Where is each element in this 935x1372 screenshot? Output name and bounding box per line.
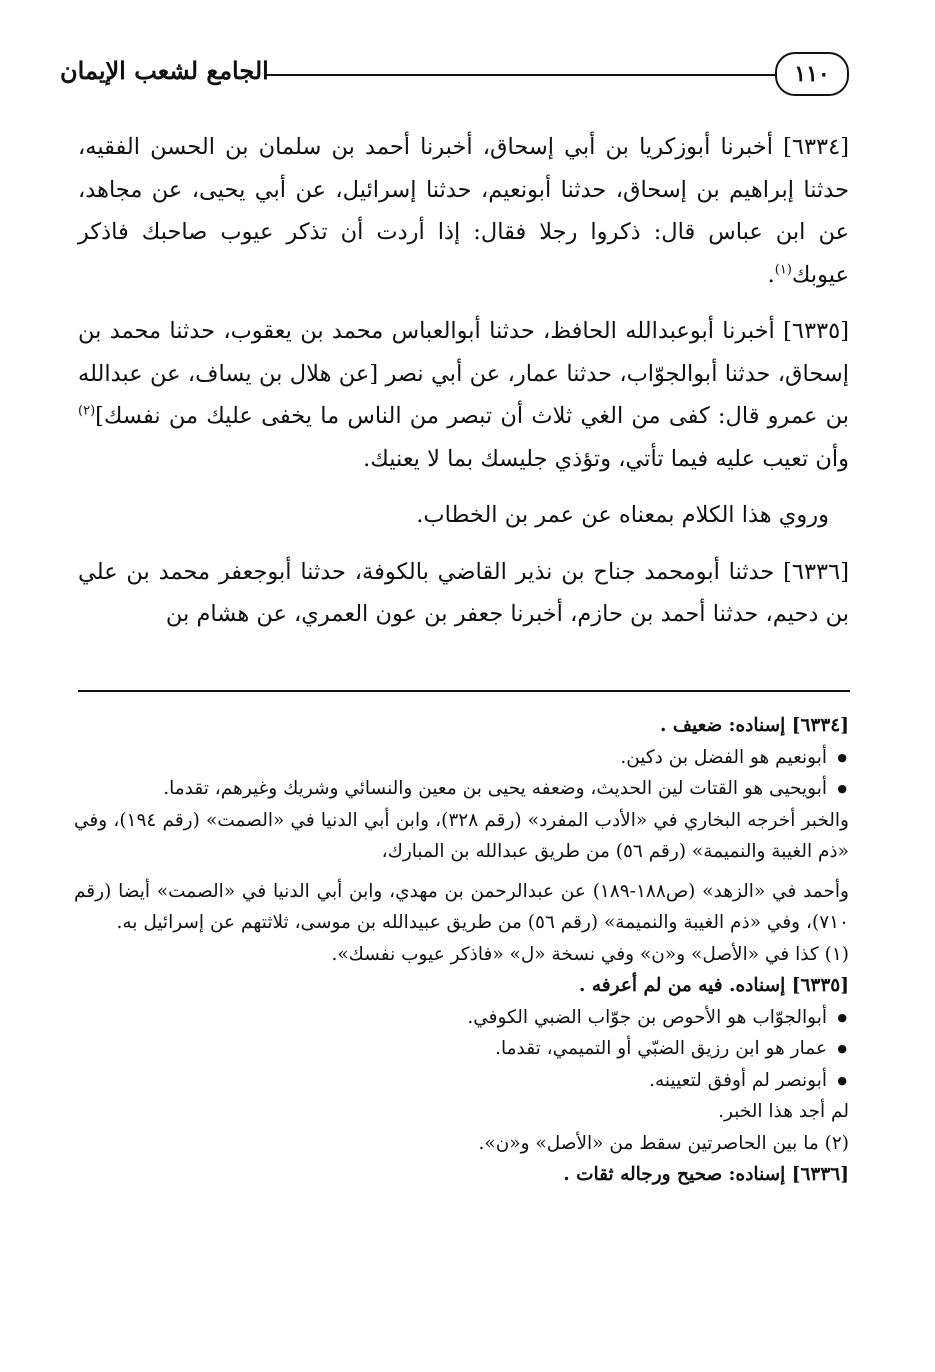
- hadith-6334-text: [٦٣٣٤] أخبرنا أبوزكريا بن أبي إسحاق، أخبرنا أحمد بن سلمان بن الحسن الفقيه، حدثنا إبراهيم بن إسحاق، حدثنا أبونعيم، حدثنا إسرائيل، عن أبي يحيى، عن مجاهد، عن ابن عباس قال: ذكروا رجلا فقال: إذا أردت أن تذكر عيوب صاحبك فاذكر عيوبك: [78, 134, 849, 288]
- page-header: [60, 52, 855, 102]
- main-text: [78, 126, 849, 650]
- hadith-6334-end: .: [767, 261, 775, 288]
- footnotes: [74, 710, 849, 1191]
- note-6335-bullet-2: ● عمار هو ابن رزيق الضبّي أو التميمي، تقدما.: [74, 1033, 849, 1065]
- footnote-ref-2: (٢): [78, 403, 96, 419]
- note-6335-text-1: لم أجد هذا الخبر.: [718, 1101, 849, 1122]
- note-6334-head: [٦٣٣٤] إسناده: ضعيف .: [659, 715, 849, 736]
- header-rule: [265, 74, 777, 76]
- footnote-separator: [78, 690, 850, 692]
- narration-note: وروي هذا الكلام بمعناه عن عمر بن الخطاب.: [416, 502, 829, 528]
- note-6334-bullet-1: ● أبونعيم هو الفضل بن دكين.: [74, 742, 849, 774]
- note-6334-text-1: والخبر أخرجه البخاري في «الأدب المفرد» (رقم ٣٢٨)، وابن أبي الدنيا في «الصمت» (رقم ١٩٤)، وفي «ذم الغيبة والنميمة» (رقم ٥٦) من طريق عبدالله بن المبارك،: [74, 809, 849, 862]
- note-6335-bullet-3: ● أبونصر لم أوفق لتعيينه.: [74, 1065, 849, 1097]
- note-6336-head: [٦٣٣٦] إسناده: صحيح ورجاله ثقات .: [563, 1164, 849, 1185]
- footnote-1: (١) كذا في «الأصل» و«ن» وفي نسخة «ل» «فاذكر عيوب نفسك».: [331, 943, 849, 965]
- hadith-6334: [78, 126, 849, 296]
- note-6335-bullet-1: ● أبوالجوّاب هو الأحوص بن جوّاب الضبي الكوفي.: [74, 1002, 849, 1034]
- page-number: ١١٠: [775, 52, 849, 96]
- note-6334-text-2: وأحمد في «الزهد» (ص١٨٨-١٨٩) عن عبدالرحمن بن مهدي، وابن أبي الدنيا في «الصمت» أيضا (رقم ٧١٠)، وفي «ذم الغيبة والنميمة» (رقم ٥٦) من طريق عبيدالله بن موسى، ثلاثتهم عن إسرائيل به.: [74, 880, 849, 933]
- footnote-2: (٢) ما بين الحاصرتين سقط من «الأصل» و«ن».: [478, 1132, 849, 1154]
- hadith-6335-end: وأن تعيب عليه فيما تأتي، وتؤذي جليسك بما لا يعنيك.: [363, 445, 849, 472]
- hadith-6335-text: [٦٣٣٥] أخبرنا أبوعبدالله الحافظ، حدثنا أبوالعباس محمد بن يعقوب، حدثنا محمد بن إسحاق، حدثنا أبوالجوّاب، حدثنا عمار، عن أبي نصر [عن هلال بن يساف، عن عبدالله بن عمرو قال: كفى من الغي ثلاث أن تبصر من الناس ما يخفى عليك من نفسك]: [78, 318, 849, 429]
- footnote-ref-1: (١): [774, 262, 792, 277]
- note-6335-head: [٦٣٣٥] إسناده. فيه من لم أعرفه .: [578, 975, 849, 996]
- hadith-6335: [78, 310, 849, 480]
- book-title: الجامع لشعب الإيمان: [60, 56, 269, 85]
- note-6334-bullet-2: ● أبويحيى هو القتات لين الحديث، وضعفه يحيى بن معين والنسائي وشريك وغيرهم، تقدما.: [74, 773, 849, 805]
- hadith-6336: [٦٣٣٦] حدثنا أبومحمد جناح بن نذير القاضي بالكوفة، حدثنا أبوجعفر محمد بن علي بن دحيم، حدثنا أحمد بن حازم، أخبرنا جعفر بن عون العمري، عن هشام بن: [78, 558, 849, 627]
